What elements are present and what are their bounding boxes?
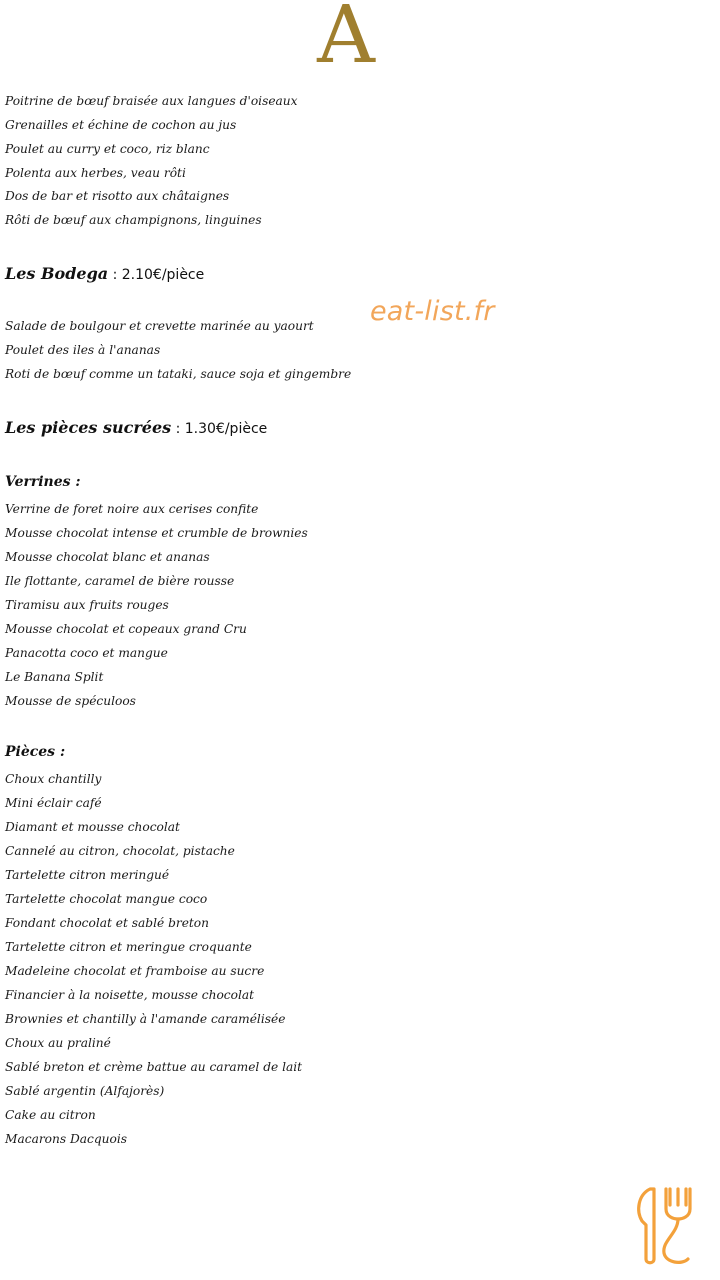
menu-item: Mousse de spéculoos: [5, 694, 136, 708]
section-price: : 1.30€/pièce: [171, 421, 268, 437]
menu-item: Macarons Dacquois: [5, 1132, 127, 1146]
section-heading-bodega: [5, 264, 204, 283]
menu-item: Mousse chocolat intense et crumble de brownies: [5, 526, 308, 540]
menu-item: Poulet des iles à l'ananas: [5, 343, 161, 357]
menu-item: Le Banana Split: [5, 670, 104, 684]
menu-item: Poulet au curry et coco, riz blanc: [5, 142, 210, 156]
menu-item: Choux chantilly: [5, 772, 102, 786]
menu-item: Brownies et chantilly à l'amande caramélisée: [5, 1012, 286, 1026]
menu-item: Mousse chocolat et copeaux grand Cru: [5, 622, 247, 636]
logo-letter: A: [317, 0, 375, 70]
menu-item: Ile flottante, caramel de bière rousse: [5, 574, 235, 588]
menu-item: Sablé argentin (Alfajorès): [5, 1084, 165, 1098]
fork-knife-logo: [632, 1185, 704, 1267]
menu-item: Tartelette chocolat mangue coco: [5, 892, 208, 906]
watermark: eat-list.fr: [370, 296, 495, 327]
menu-item: Rôti de bœuf aux champignons, linguines: [5, 213, 262, 227]
subsection-heading-pieces: Pièces :: [5, 744, 66, 760]
menu-item: Mousse chocolat blanc et ananas: [5, 550, 210, 564]
menu-item: Madeleine chocolat et framboise au sucre: [5, 964, 265, 978]
menu-item: Cannelé au citron, chocolat, pistache: [5, 844, 235, 858]
menu-item: Grenailles et échine de cochon au jus: [5, 118, 237, 132]
menu-item: Panacotta coco et mangue: [5, 646, 168, 660]
menu-item: Tartelette citron et meringue croquante: [5, 940, 252, 954]
menu-item: Poitrine de bœuf braisée aux langues d'oiseaux: [5, 94, 298, 108]
menu-item: Dos de bar et risotto aux châtaignes: [5, 189, 230, 203]
menu-item: Mini éclair café: [5, 796, 102, 810]
menu-item: Financier à la noisette, mousse chocolat: [5, 988, 255, 1002]
menu-item: Cake au citron: [5, 1108, 96, 1122]
menu-item: Choux au praliné: [5, 1036, 111, 1050]
letter-a-logo: [300, 0, 392, 70]
menu-item: Tartelette citron meringué: [5, 868, 170, 882]
subsection-heading-verrines: Verrines :: [5, 474, 81, 490]
menu-item: Diamant et mousse chocolat: [5, 820, 180, 834]
menu-item: Salade de boulgour et crevette marinée au yaourt: [5, 319, 314, 333]
menu-item: Polenta aux herbes, veau rôti: [5, 166, 186, 180]
menu-item: Fondant chocolat et sablé breton: [5, 916, 209, 930]
menu-item: Verrine de foret noire aux cerises confite: [5, 502, 259, 516]
menu-item: Tiramisu aux fruits rouges: [5, 598, 169, 612]
menu-item: Sablé breton et crème battue au caramel de lait: [5, 1060, 303, 1074]
section-title: Les Bodega: [5, 264, 109, 283]
section-title: Les pièces sucrées: [5, 418, 172, 437]
section-price: : 2.10€/pièce: [108, 267, 205, 283]
section-heading-sweet: [5, 418, 267, 437]
menu-item: Roti de bœuf comme un tataki, sauce soja et gingembre: [5, 367, 352, 381]
